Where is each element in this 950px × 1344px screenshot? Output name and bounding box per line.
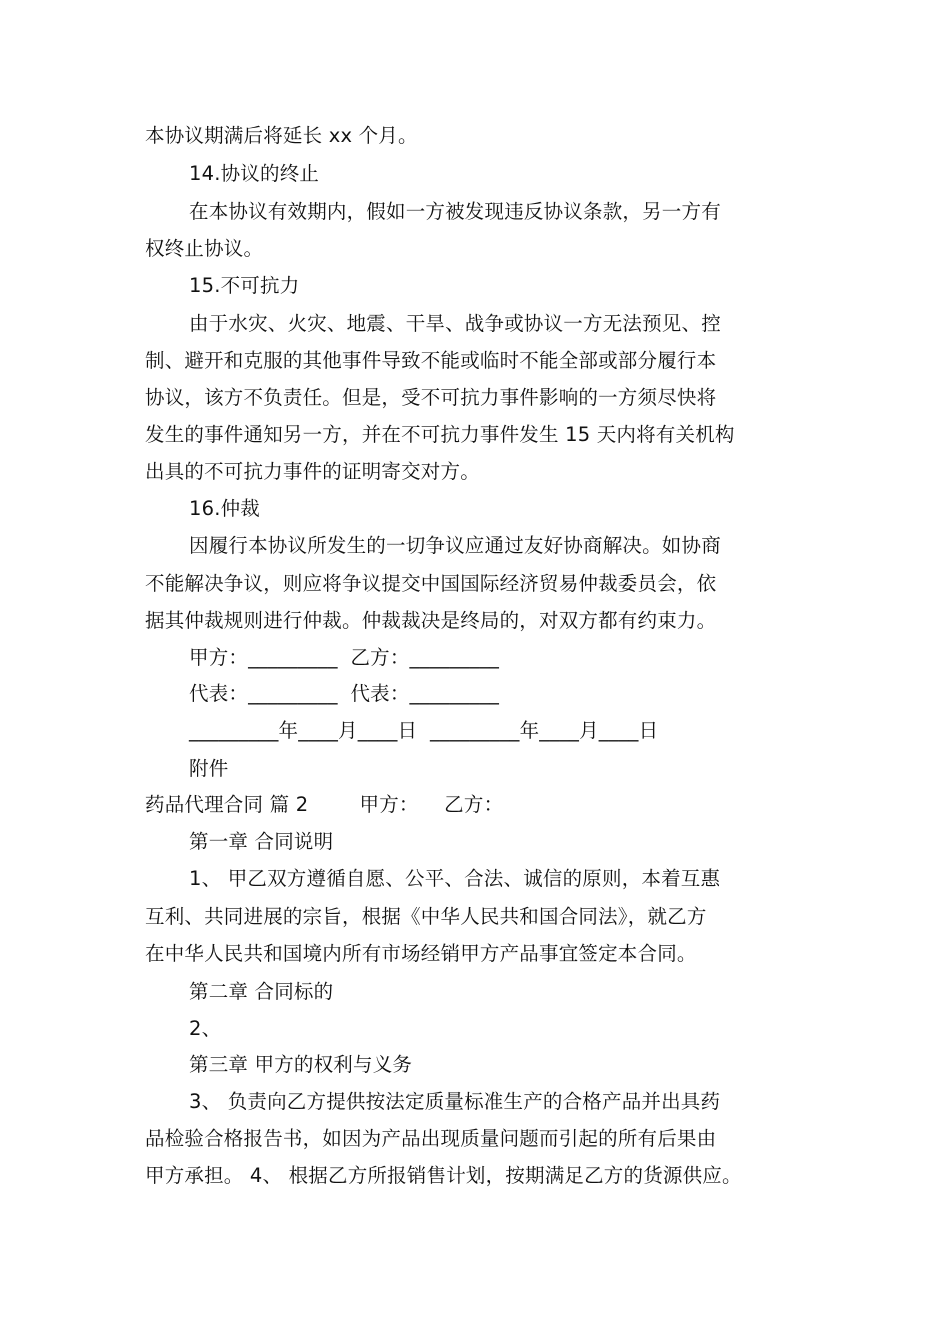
signature-date-line: _________年____月____日 _________年____月____日: [189, 719, 659, 742]
text-line: 协议，该方不负责任。但是，受不可抗力事件影响的一方须尽快将: [145, 386, 717, 409]
text-line: 本协议期满后将延长 xx 个月。: [145, 124, 418, 147]
section-heading: 15.不可抗力: [189, 274, 300, 297]
text-line: 互利、共同进展的宗旨，根据《中华人民共和国合同法》，就乙方: [145, 905, 707, 928]
contract-title-line: 药品代理合同 篇 2 甲方： 乙方：: [145, 793, 504, 816]
section-heading: 16.仲裁: [189, 497, 261, 520]
text-line: 不能解决争议，则应将争议提交中国国际经济贸易仲裁委员会，依: [145, 572, 717, 595]
attachment-label: 附件: [189, 757, 229, 780]
text-line: 1、 甲乙双方遵循自愿、公平、合法、诚信的原则，本着互惠: [189, 867, 721, 890]
text-line: 出具的不可抗力事件的证明寄交对方。: [145, 460, 480, 483]
text-line: 3、 负责向乙方提供按法定质量标准生产的合格产品并出具药: [189, 1090, 721, 1113]
text-line: 制、避开和克服的其他事件导致不能或临时不能全部或部分履行本: [145, 349, 717, 372]
chapter-heading: 第三章 甲方的权利与义务: [189, 1053, 413, 1076]
signature-party-line: 甲方：_________ 乙方：_________: [189, 646, 500, 669]
section-heading: 14.协议的终止: [189, 162, 320, 185]
text-line: 由于水灾、火灾、地震、干旱、战争或协议一方无法预见、控: [189, 312, 721, 335]
chapter-heading: 第一章 合同说明: [189, 830, 334, 853]
text-line: 发生的事件通知另一方，并在不可抗力事件发生 15 天内将有关机构: [145, 423, 735, 446]
text-line: 据其仲裁规则进行仲裁。仲裁裁决是终局的，对双方都有约束力。: [145, 609, 717, 632]
signature-representative-line: 代表：_________ 代表：_________: [189, 682, 500, 705]
text-line: 在本协议有效期内，假如一方被发现违反协议条款，另一方有: [189, 200, 721, 223]
text-line: 品检验合格报告书，如因为产品出现质量问题而引起的所有后果由: [145, 1127, 717, 1150]
chapter-heading: 第二章 合同标的: [189, 980, 334, 1003]
text-line: 在中华人民共和国境内所有市场经销甲方产品事宜签定本合同。: [145, 942, 697, 965]
text-line: 2、: [189, 1017, 222, 1040]
text-line: 权终止协议。: [145, 237, 264, 260]
text-line: 因履行本协议所发生的一切争议应通过友好协商解决。如协商: [189, 534, 721, 557]
text-line: 甲方承担。 4、 根据乙方所报销售计划，按期满足乙方的货源供应。: [145, 1164, 742, 1187]
